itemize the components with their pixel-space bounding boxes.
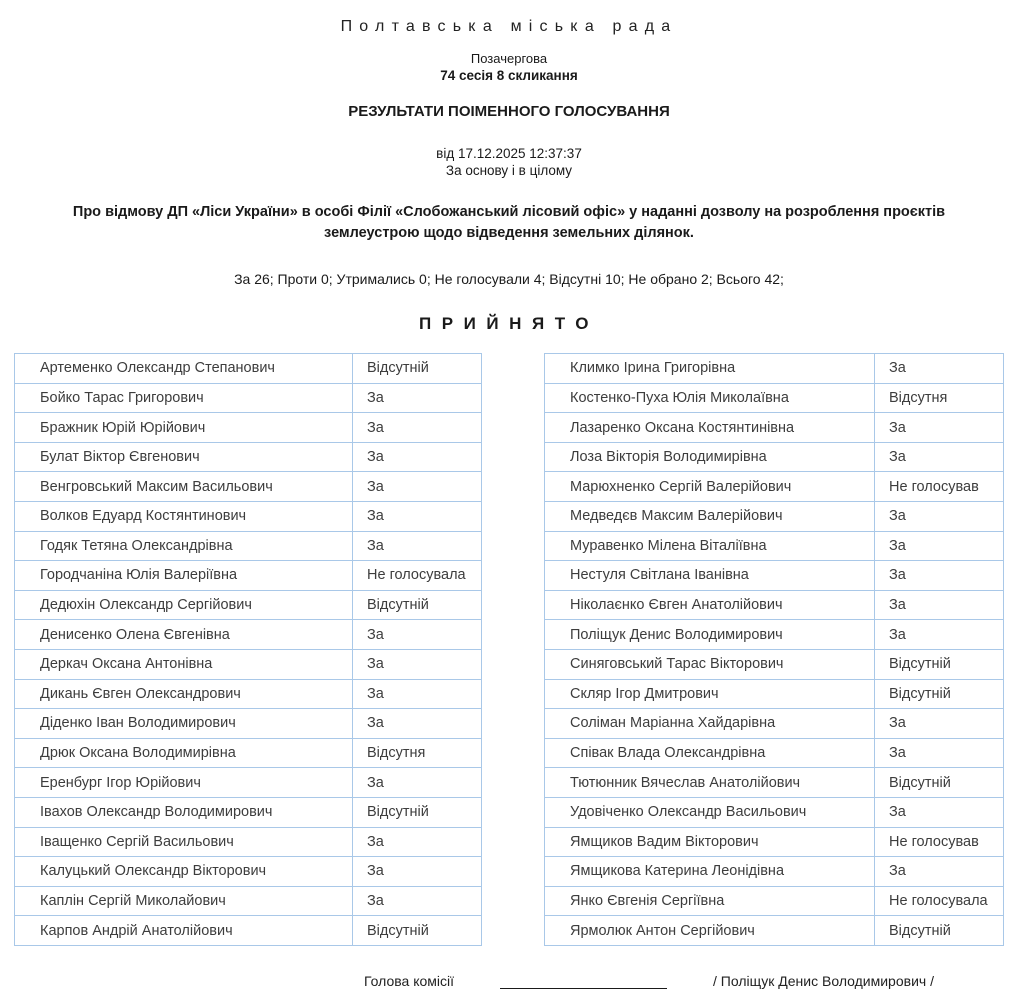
table-row [545, 827, 1004, 857]
deputy-vote: За [875, 413, 1004, 443]
table-row [545, 679, 1004, 709]
deputy-name: Волков Едуард Костянтинович [15, 502, 353, 532]
table-row [15, 590, 482, 620]
deputy-name: Венгровський Максим Васильович [15, 472, 353, 502]
deputy-name: Тютюнник Вячеслав Анатолійович [545, 768, 875, 798]
commission-head-label: Голова комісії [364, 972, 454, 989]
deputy-vote: Відсутня [353, 738, 482, 768]
deputy-name: Ніколаєнко Євген Анатолійович [545, 590, 875, 620]
deputy-name: Іващенко Сергій Васильович [15, 827, 353, 857]
deputy-name: Дрюк Оксана Володимирівна [15, 738, 353, 768]
deputy-vote: За [875, 442, 1004, 472]
deputy-vote: За [353, 886, 482, 916]
table-row [15, 472, 482, 502]
deputy-name: Ярмолюк Антон Сергійович [545, 916, 875, 946]
deputy-name: Лазаренко Оксана Костянтинівна [545, 413, 875, 443]
table-row [545, 738, 1004, 768]
deputy-vote: Відсутній [875, 916, 1004, 946]
table-row [545, 502, 1004, 532]
vote-tables [14, 353, 1004, 946]
table-row [545, 413, 1004, 443]
council-name: Полтавська міська рада [340, 18, 678, 35]
deputy-vote: За [353, 442, 482, 472]
deputy-vote: Відсутній [875, 679, 1004, 709]
deputy-name: Дедюхін Олександр Сергійович [15, 590, 353, 620]
deputy-name: Костенко-Пуха Юлія Миколаївна [545, 383, 875, 413]
vote-table-left-body [15, 354, 482, 946]
deputy-vote: За [353, 827, 482, 857]
deputy-vote: За [875, 709, 1004, 739]
table-row [15, 531, 482, 561]
deputy-vote: Відсутній [353, 916, 482, 946]
table-row [545, 768, 1004, 798]
deputy-vote: За [875, 797, 1004, 827]
signature-line [500, 973, 667, 989]
deputy-name: Поліщук Денис Володимирович [545, 620, 875, 650]
table-row [15, 857, 482, 887]
deputy-vote: За [353, 413, 482, 443]
deputy-name: Булат Віктор Євгенович [15, 442, 353, 472]
deputy-name: Дикань Євген Олександрович [15, 679, 353, 709]
table-row [545, 620, 1004, 650]
table-row [15, 354, 482, 384]
table-row [15, 413, 482, 443]
vote-subject: Про відмову ДП «Ліси України» в особі Філії «Слобожанський лісовий офіс» у наданні дозволу на розроблення проєктів землеустрою щодо відведення земельних ділянок. [72, 204, 946, 242]
table-row [15, 709, 482, 739]
deputy-name: Годяк Тетяна Олександрівна [15, 531, 353, 561]
table-row [15, 768, 482, 798]
deputy-name: Соліман Маріанна Хайдарівна [545, 709, 875, 739]
table-row [15, 620, 482, 650]
deputy-vote: За [875, 354, 1004, 384]
document-title: РЕЗУЛЬТАТИ ПОІМЕННОГО ГОЛОСУВАННЯ [348, 103, 670, 120]
deputy-name: Климко Ірина Григорівна [545, 354, 875, 384]
session-type: Позачергова [470, 51, 548, 66]
table-row [15, 827, 482, 857]
deputy-vote: Не голосував [875, 472, 1004, 502]
table-row [545, 472, 1004, 502]
deputy-vote: За [875, 531, 1004, 561]
deputy-vote: За [875, 620, 1004, 650]
deputy-name: Удовіченко Олександр Васильович [545, 797, 875, 827]
deputy-vote: За [875, 857, 1004, 887]
deputy-name: Деркач Оксана Антонівна [15, 649, 353, 679]
deputy-vote: За [875, 590, 1004, 620]
vote-summary: За 26; Проти 0; Утримались 0; Не голосували 4; Відсутні 10; Не обрано 2; Всього 42; [234, 271, 784, 288]
table-row [545, 857, 1004, 887]
table-row [15, 797, 482, 827]
deputy-name: Лоза Вікторія Володимирівна [545, 442, 875, 472]
table-row [15, 649, 482, 679]
vote-datetime: від 17.12.2025 12:37:37 [436, 146, 582, 161]
deputy-vote: Відсутній [353, 354, 482, 384]
deputy-vote: Відсутній [875, 768, 1004, 798]
deputy-name: Каплін Сергій Миколайович [15, 886, 353, 916]
deputy-name: Еренбург Ігор Юрійович [15, 768, 353, 798]
deputy-name: Карпов Андрій Анатолійович [15, 916, 353, 946]
deputy-name: Янко Євгенія Сергіївна [545, 886, 875, 916]
deputy-vote: За [353, 383, 482, 413]
deputy-name: Івахов Олександр Володимирович [15, 797, 353, 827]
table-row [545, 383, 1004, 413]
deputy-vote: За [353, 620, 482, 650]
deputy-vote: За [353, 472, 482, 502]
table-row [545, 797, 1004, 827]
table-row [15, 679, 482, 709]
table-row [545, 709, 1004, 739]
deputy-vote: Відсутній [353, 797, 482, 827]
deputy-name: Бойко Тарас Григорович [15, 383, 353, 413]
deputy-name: Діденко Іван Володимирович [15, 709, 353, 739]
table-row [15, 442, 482, 472]
vote-table-right [544, 353, 1004, 946]
deputy-vote: За [353, 709, 482, 739]
deputy-vote: За [353, 679, 482, 709]
deputy-vote: Відсутній [353, 590, 482, 620]
deputy-vote: Відсутня [875, 383, 1004, 413]
vote-table-left [14, 353, 482, 946]
table-row [545, 886, 1004, 916]
deputy-name: Денисенко Олена Євгенівна [15, 620, 353, 650]
signatory-name: / Поліщук Денис Володимирович / [713, 972, 934, 989]
vote-stage: За основу і в цілому [445, 163, 573, 178]
vote-table-right-body [545, 354, 1004, 946]
deputy-vote: За [353, 531, 482, 561]
session-number: 74 сесія 8 скликання [440, 68, 578, 83]
deputy-name: Бражник Юрій Юрійович [15, 413, 353, 443]
decision-status: ПРИЙНЯТО [419, 314, 599, 334]
table-row [15, 561, 482, 591]
deputy-vote: За [875, 561, 1004, 591]
deputy-vote: За [353, 502, 482, 532]
deputy-vote: За [353, 857, 482, 887]
deputy-name: Городчаніна Юлія Валеріївна [15, 561, 353, 591]
table-row [545, 561, 1004, 591]
deputy-vote: Не голосувала [353, 561, 482, 591]
table-row [15, 738, 482, 768]
deputy-name: Калуцький Олександр Вікторович [15, 857, 353, 887]
table-row [545, 354, 1004, 384]
deputy-name: Марюхненко Сергій Валерійович [545, 472, 875, 502]
table-row [15, 916, 482, 946]
deputy-vote: За [353, 649, 482, 679]
deputy-vote: Не голосував [875, 827, 1004, 857]
deputy-name: Співак Влада Олександрівна [545, 738, 875, 768]
deputy-vote: Не голосувала [875, 886, 1004, 916]
deputy-vote: За [353, 768, 482, 798]
table-row [545, 590, 1004, 620]
table-row [15, 383, 482, 413]
deputy-name: Медведєв Максим Валерійович [545, 502, 875, 532]
deputy-name: Артеменко Олександр Степанович [15, 354, 353, 384]
table-row [15, 502, 482, 532]
table-row [545, 531, 1004, 561]
deputy-name: Муравенко Мілена Віталіївна [545, 531, 875, 561]
deputy-vote: Відсутній [875, 649, 1004, 679]
table-row [15, 886, 482, 916]
deputy-name: Ямщиков Вадим Вікторович [545, 827, 875, 857]
deputy-name: Скляр Ігор Дмитрович [545, 679, 875, 709]
table-row [545, 649, 1004, 679]
signature-block [0, 973, 1018, 989]
deputy-name: Ямщикова Катерина Леонідівна [545, 857, 875, 887]
deputy-vote: За [875, 738, 1004, 768]
deputy-vote: За [875, 502, 1004, 532]
deputy-name: Синяговський Тарас Вікторович [545, 649, 875, 679]
deputy-name: Нестуля Світлана Іванівна [545, 561, 875, 591]
table-row [545, 442, 1004, 472]
table-row [545, 916, 1004, 946]
